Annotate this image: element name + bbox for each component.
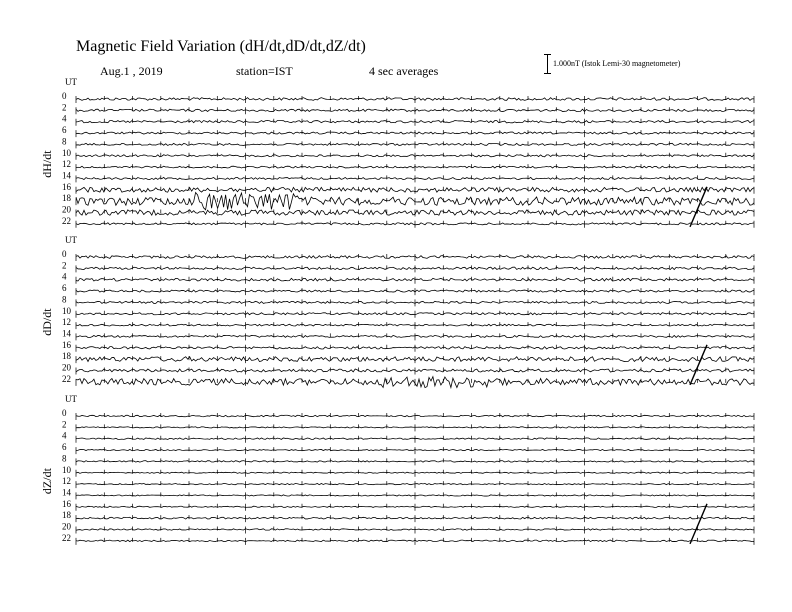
row-label: 4 (62, 113, 67, 124)
hour-ticks (76, 119, 754, 126)
row-label: 14 (62, 328, 71, 339)
panel-ylabel: dD/dt (40, 308, 54, 336)
row-label: 22 (62, 215, 71, 226)
row-label: 8 (62, 294, 67, 305)
chart-title: Magnetic Field Variation (dH/dt,dD/dt,dZ/dt) (76, 38, 366, 55)
row-label: 12 (62, 159, 71, 170)
averaging-label: 4 sec averages (369, 64, 439, 78)
hour-ticks (76, 345, 754, 352)
row-label: 8 (62, 136, 67, 147)
hour-ticks (76, 96, 754, 103)
row-label: 10 (62, 305, 71, 316)
date-label: Aug.1 , 2019 (100, 64, 163, 78)
row-label: 6 (62, 442, 67, 453)
hour-ticks (76, 470, 754, 477)
row-label: 6 (62, 283, 67, 294)
station-label: station=IST (236, 64, 293, 78)
row-label: 18 (62, 510, 71, 521)
row-label: 6 (62, 125, 67, 136)
ut-label: UT (65, 394, 77, 404)
row-label: 2 (62, 260, 67, 271)
row-label: 12 (62, 476, 71, 487)
row-label: 4 (62, 430, 67, 441)
row-label: 4 (62, 271, 67, 282)
panel-ylabel: dZ/dt (40, 468, 54, 495)
row-label: 0 (62, 91, 67, 101)
row-label: 14 (62, 170, 71, 181)
row-label: 16 (62, 498, 71, 509)
ut-label: UT (65, 77, 77, 87)
offset-jump-line (690, 504, 707, 544)
row-label: 20 (62, 521, 71, 532)
row-label: 2 (62, 102, 67, 113)
row-label: 12 (62, 317, 71, 328)
row-label: 20 (62, 204, 71, 215)
offset-jump-line (690, 345, 707, 385)
row-label: 2 (62, 419, 67, 430)
row-label: 0 (62, 249, 67, 259)
row-label: 18 (62, 351, 71, 362)
hour-ticks (76, 210, 754, 217)
row-label: 10 (62, 464, 71, 475)
row-label: 10 (62, 147, 71, 158)
hour-ticks (76, 221, 754, 228)
panel-ylabel: dH/dt (40, 150, 54, 178)
row-label: 18 (62, 193, 71, 204)
row-label: 8 (62, 453, 67, 464)
ut-label: UT (65, 235, 77, 245)
row-label: 14 (62, 487, 71, 498)
row-label: 16 (62, 339, 71, 350)
offset-jump-line (690, 187, 707, 227)
row-label: 16 (62, 181, 71, 192)
row-label: 20 (62, 362, 71, 373)
row-label: 22 (62, 373, 71, 384)
scale-label: 1.000nT (Istok Lemi-30 magnetometer) (553, 59, 681, 68)
row-label: 22 (62, 532, 71, 543)
row-label: 0 (62, 408, 67, 418)
